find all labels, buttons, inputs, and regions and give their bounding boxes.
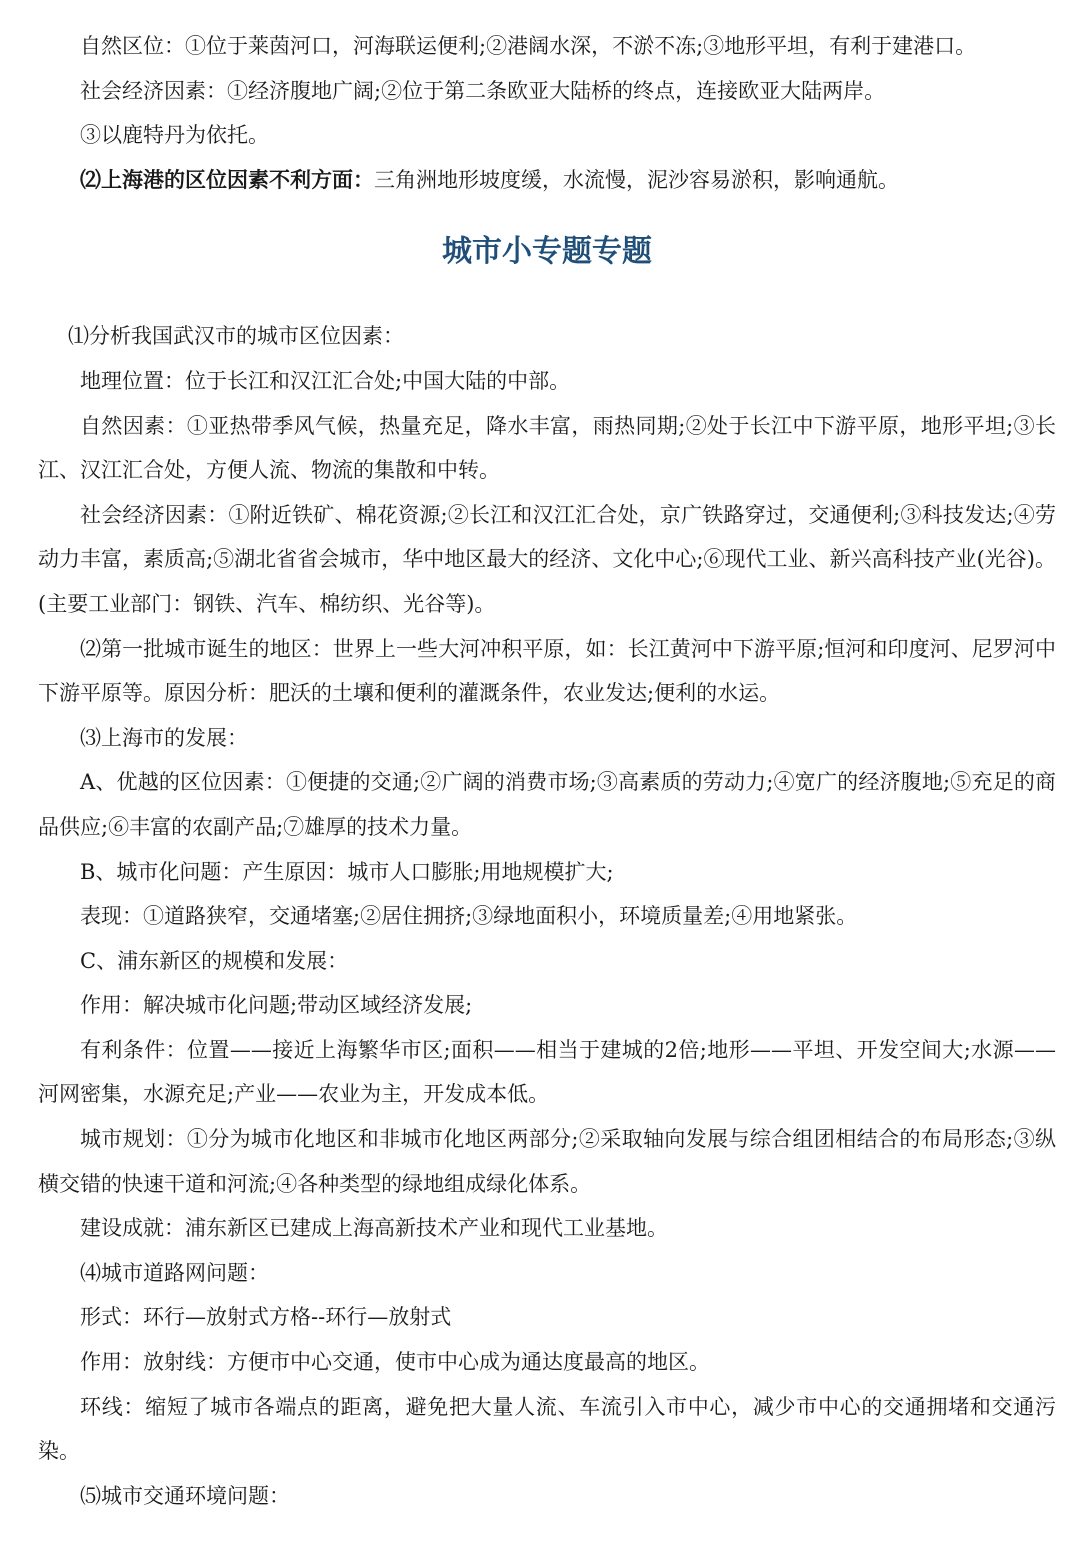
paragraph-pudong-achievement: 建设成就：浦东新区已建成上海高新技术产业和现代工业基地。 [80, 1216, 668, 1241]
paragraph-traffic-env-heading: ⑸城市交通环境问题： [80, 1483, 290, 1508]
paragraph-rotterdam: ③以鹿特丹为依托。 [80, 123, 269, 148]
paragraph-wuhan-natural: 自然因素：①亚热带季风气候，热量充足，降水丰富，雨热同期;②处于长江中下游平原，地形平坦;③长江、汉江汇合处，方便人流、物流的集散和中转。 [38, 413, 1056, 483]
paragraph-shanghai-port [38, 158, 1056, 203]
paragraph-pudong-conditions: 有利条件：位置——接近上海繁华市区;面积——相当于建城的2倍;地形——平坦、开发空间大;水源——河网密集，水源充足;产业——农业为主，开发成本低。 [38, 1037, 1056, 1107]
section-title: 城市小专题专题 [442, 234, 652, 270]
paragraph-wuhan-geo: 地理位置：位于长江和汉江汇合处;中国大陆的中部。 [80, 368, 571, 393]
paragraph-first-cities: ⑵第一批城市诞生的地区：世界上一些大河冲积平原，如：长江黄河中下游平原;恒河和印度河、尼罗河中下游平原等。原因分析：肥沃的土壤和便利的灌溉条件，农业发达;便利的水运。 [38, 636, 1056, 706]
shanghai-port-label: ⑵上海港的区位因素不利方面： [80, 167, 374, 192]
paragraph-road-ring: 环线：缩短了城市各端点的距离，避免把大量人流、车流引入市中心，减少市中心的交通拥堵和交通污染。 [38, 1394, 1056, 1464]
paragraph-pudong-planning: 城市规划：①分为城市化地区和非城市化地区两部分;②采取轴向发展与综合组团相结合的布局形态;③纵横交错的快速干道和河流;④各种类型的绿地组成绿化体系。 [38, 1127, 1056, 1196]
paragraph-road-form: 形式：环行—放射式方格--环行—放射式 [80, 1305, 452, 1330]
paragraph-road-network-heading: ⑷城市道路网问题： [80, 1260, 269, 1285]
paragraph-shanghai-a: A、优越的区位因素：①便捷的交通;②广阔的消费市场;③高素质的劳动力;④宽广的经济腹地;⑤充足的商品供应;⑥丰富的农副产品;⑦雄厚的技术力量。 [38, 770, 1056, 839]
paragraph-pudong-heading: C、浦东新区的规模和发展： [80, 948, 349, 973]
paragraph-wuhan-social: 社会经济因素：①附近铁矿、棉花资源;②长江和汉江汇合处，京广铁路穿过，交通便利;③科技发达;④劳动力丰富，素质高;⑤湖北省省会城市，华中地区最大的经济、文化中心;⑥现代工业、新兴高科技产业(光谷)。(主要工业部门：钢铁、汽车、棉纺织、光谷等)。 [38, 502, 1056, 616]
paragraph-pudong-role: 作用：解决城市化问题;带动区域经济发展; [80, 993, 473, 1018]
paragraph-shanghai-heading: ⑶上海市的发展： [80, 725, 248, 750]
paragraph-natural-location: 自然区位：①位于莱茵河口，河海联运便利;②港阔水深，不淤不冻;③地形平坦，有利于建港口。 [80, 34, 977, 58]
paragraph-wuhan-heading: ⑴分析我国武汉市的城市区位因素： [68, 324, 404, 349]
paragraph-road-radial: 作用：放射线：方便市中心交通，使市中心成为通达度最高的地区。 [80, 1350, 710, 1375]
paragraph-shanghai-b: B、城市化问题：产生原因：城市人口膨胀;用地规模扩大; [80, 859, 614, 884]
paragraph-shanghai-symptoms: 表现：①道路狭窄，交通堵塞;②居住拥挤;③绿地面积小，环境质量差;④用地紧张。 [80, 904, 858, 929]
shanghai-port-text: 三角洲地形坡度缓，水流慢，泥沙容易淤积，影响通航。 [374, 167, 899, 192]
paragraph-socioeconomic: 社会经济因素：①经济腹地广阔;②位于第二条欧亚大陆桥的终点，连接欧亚大陆两岸。 [80, 78, 886, 103]
